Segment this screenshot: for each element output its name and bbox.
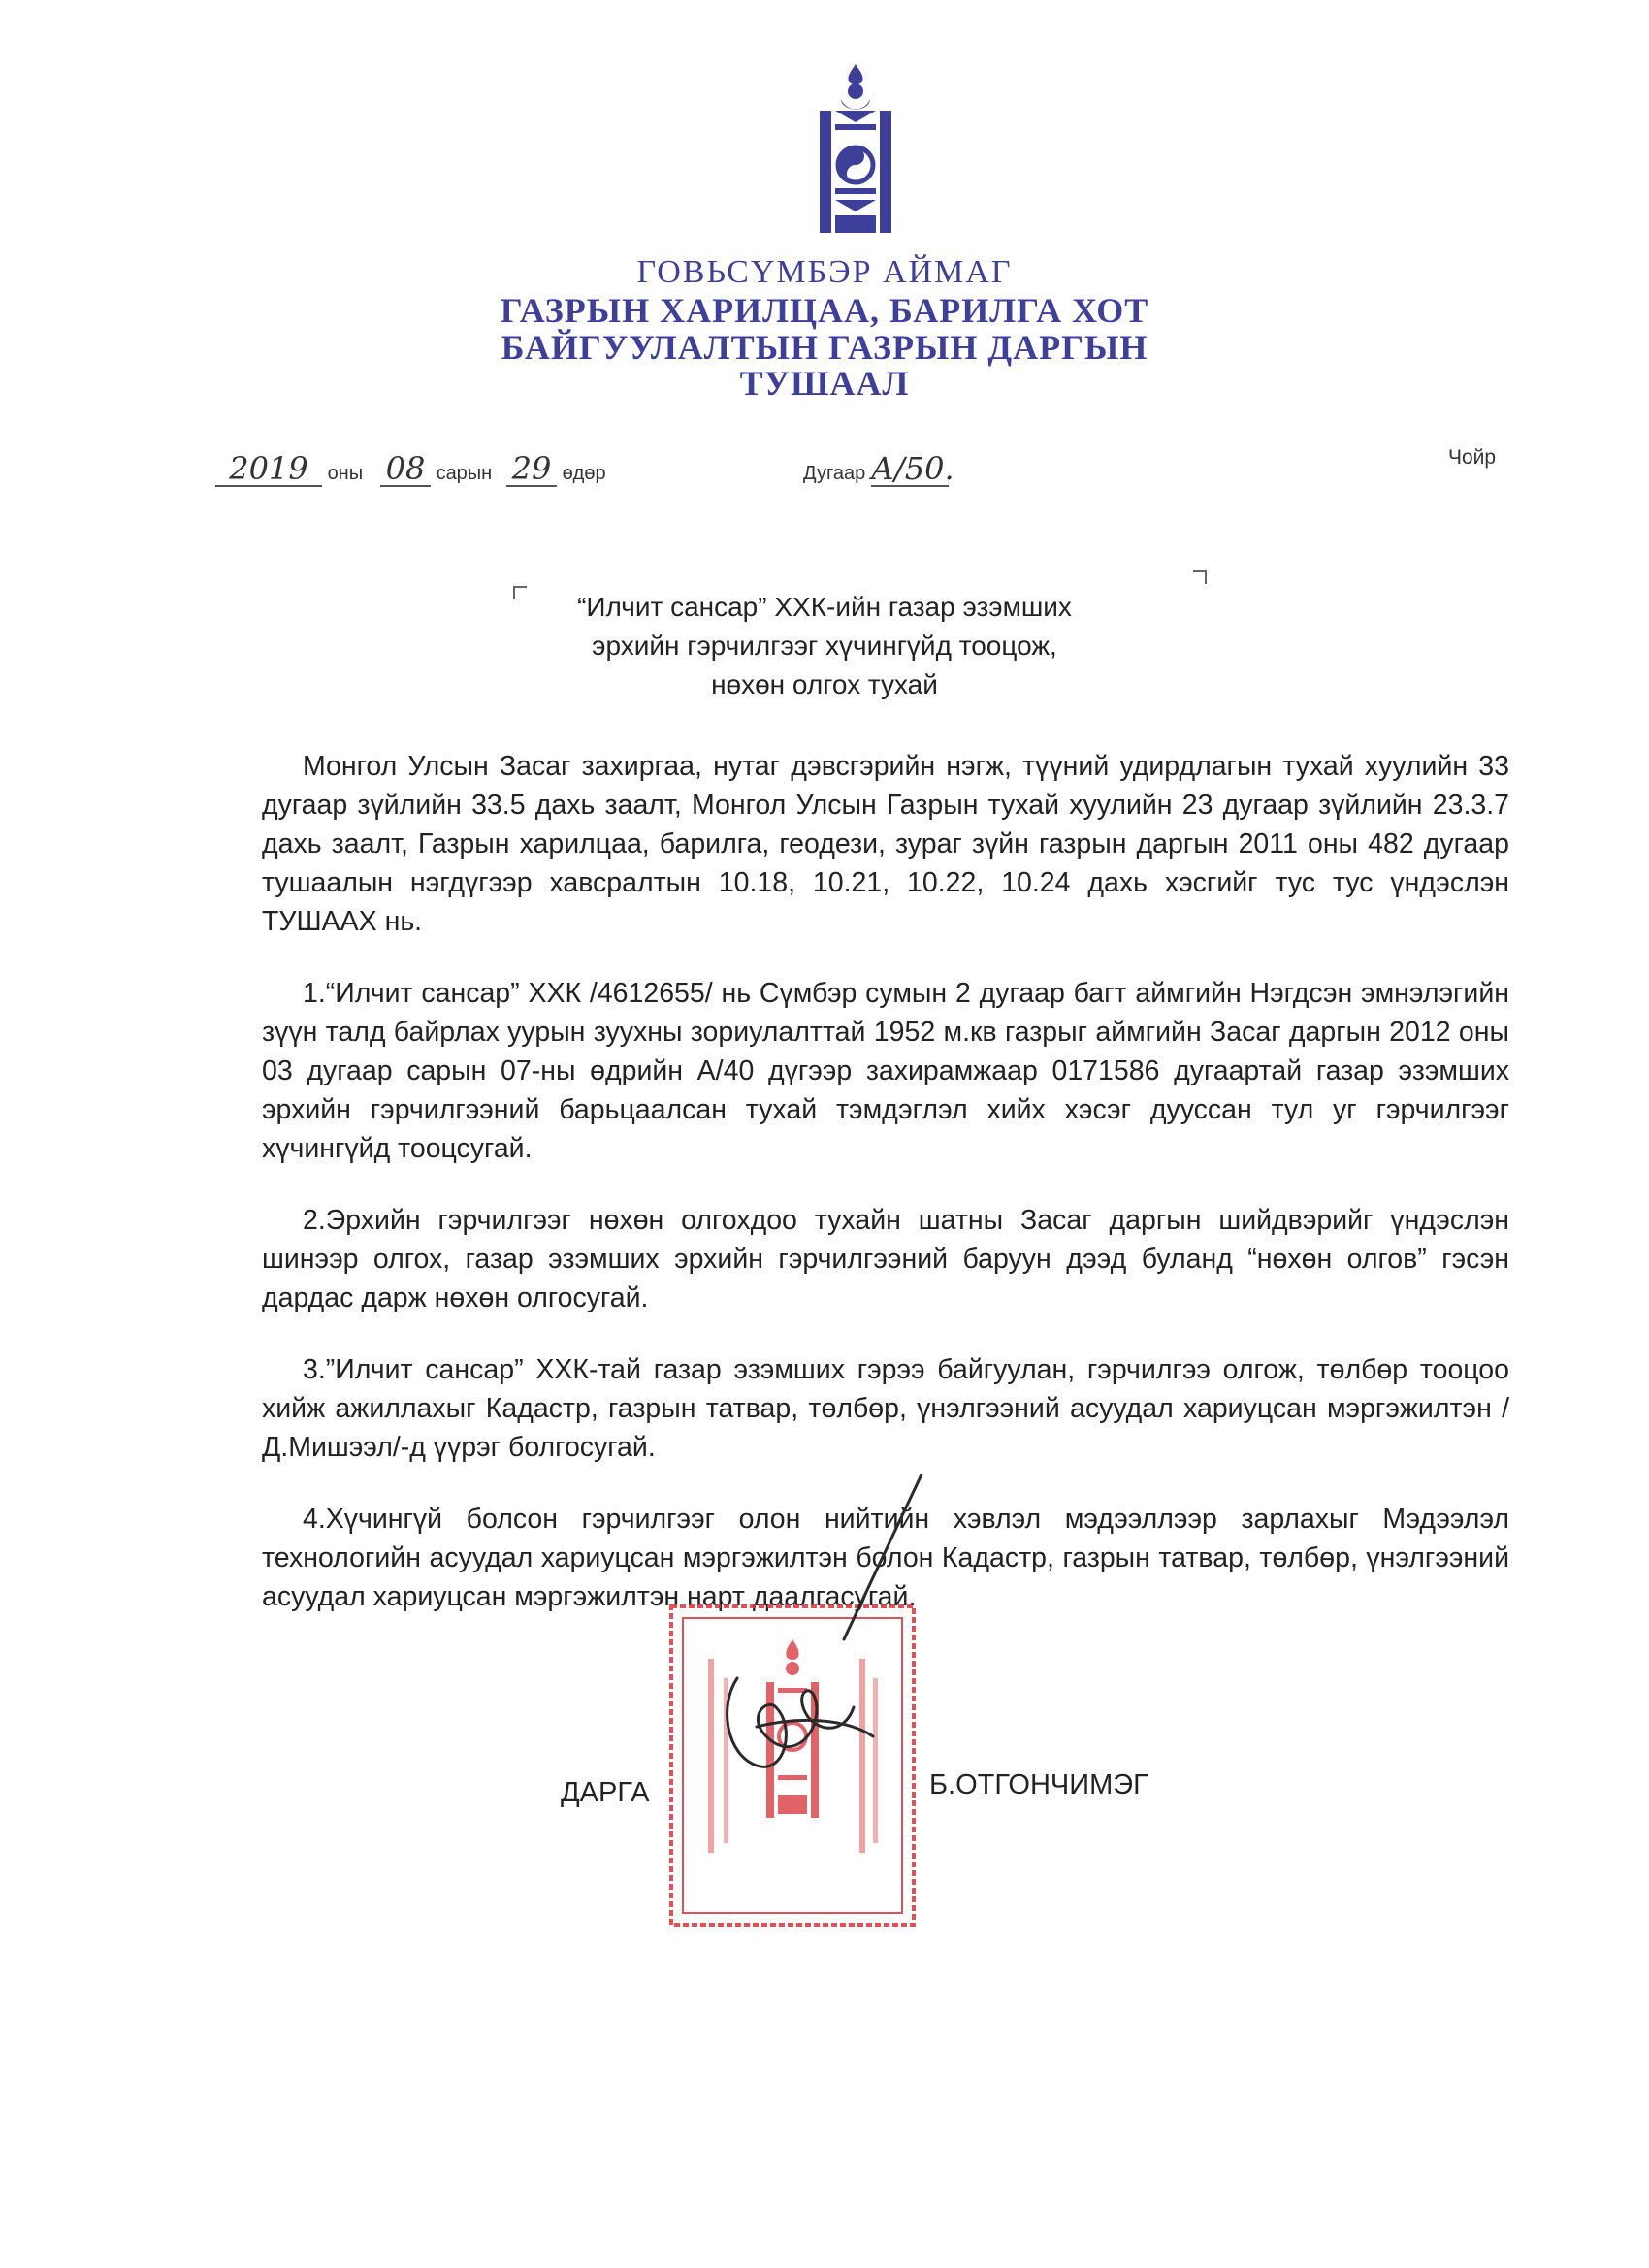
order-number-field (803, 450, 954, 487)
subject-line: “Илчит сансар” ХХК-ийн газар эзэмших (577, 592, 1072, 622)
date-year-value: 2019 (215, 452, 322, 487)
soyombo-emblem-icon (792, 64, 919, 235)
subject-corner-right (1193, 570, 1207, 584)
place-label: Чойр (1448, 446, 1497, 469)
date-month-label: сарын (436, 463, 493, 484)
header-doc-type: ТУШААЛ (739, 364, 910, 403)
handwritten-signature-icon (679, 1474, 989, 1882)
order-item-2: 2.Эрхийн гэрчилгээг нөхөн олгохдоо тухайн шатны Засаг даргын шийдвэрийг үндэслэн шинээр олгох, газар эзэмших эрхийн гэрчилгээний баруун дээд буланд “нөхөн олгов” гэсэн дардас дарж нөхөн олгосугай. (262, 1205, 1509, 1313)
order-item-1: 1.“Илчит сансар” ХХК /4612655/ нь Сүмбэр сумын 2 дугаар багт аймгийн Нэгдсэн эмнэлэгийн зүүн талд байрлах уурын зуухны зориулалттай 1952 м.кв газрыг аймгийн Засаг даргын 2012 оны 03 дугаар сарын 07-ны өдрийн А/40 дүгээр захирамжаар 0171586 дугаартай газар эзэмших эрхийн гэрчилгээний барьцаалсан тухай тэмдэглэл хийх хэсэг дууссан тул уг гэрчилгээг хүчингүйд тооцсугай. (262, 978, 1509, 1164)
order-item-4: 4.Хүчингүй болсон гэрчилгээг олон нийтийн хэвлэл мэдээллээр зарлахыг Мэдээлэл технологийн асуудал хариуцсан мэргэжилтэн болон Кадастр, газрын татвар, төлбөр, үнэлгээний асуудал хариуцсан мэргэжилтэн нарт даалгасугай. (262, 1504, 1509, 1612)
order-item-3: 3.”Илчит сансар” ХХК-тай газар эзэмших гэрээ байгуулан, гэрчилгээ олгож, төлбөр тооцоо хийж ажиллахыг Кадастр, газрын татвар, төлбөр, үнэлгээний асуудал хариуцсан мэргэжилтэн /Д.Мишээл/-д үүрэг болгосугай. (262, 1354, 1509, 1463)
header-org-line1: ГАЗРЫН ХАРИЛЦАА, БАРИЛГА ХОТ (500, 291, 1149, 330)
date-year-field (215, 452, 363, 487)
preamble-paragraph: Монгол Улсын Засаг захиргаа, нутаг дэвсгэрийн нэгж, түүний удирдлагын тухай хуулийн 33 дугаар зүйлийн 33.5 дахь заалт, Монгол Улсын Газрын тухай хуулийн 23 дугаар зүйлийн 23.3.7 дахь заалт, Газрын харилцаа, барилга, геодези, зураг зүйн газрын даргын 2011 оны 482 дугаар тушаалын нэгдүгээр хавсралтын 10.18, 10.21, 10.22, 10.24 дахь хэсгийг тус тус үндэслэн ТУШААХ нь. (262, 751, 1509, 937)
date-day-field (506, 452, 606, 487)
signer-name: Б.ОТГОНЧИМЭГ (929, 1769, 1148, 1800)
date-month-field (380, 452, 492, 487)
header-org-line2: БАЙГУУЛАЛТЫН ГАЗРЫН ДАРГЫН (501, 328, 1148, 367)
order-number-label: Дугаар (803, 463, 866, 484)
date-day-value: 29 (506, 452, 557, 487)
date-month-value: 08 (380, 452, 431, 487)
date-year-label: оны (327, 463, 364, 484)
header-aimag: ГОВЬСҮМБЭР АЙМАГ (636, 254, 1013, 290)
date-day-label: өдөр (562, 463, 606, 484)
subject-line: эрхийн гэрчилгээг хүчингүйд тооцож, (592, 631, 1057, 661)
order-number-value: А/50. (870, 450, 954, 487)
signer-title: ДАРГА (561, 1777, 650, 1808)
subject-block (0, 588, 1649, 704)
subject-line: нөхөн олгох тухай (711, 669, 938, 699)
signature-block (0, 1601, 1649, 1930)
